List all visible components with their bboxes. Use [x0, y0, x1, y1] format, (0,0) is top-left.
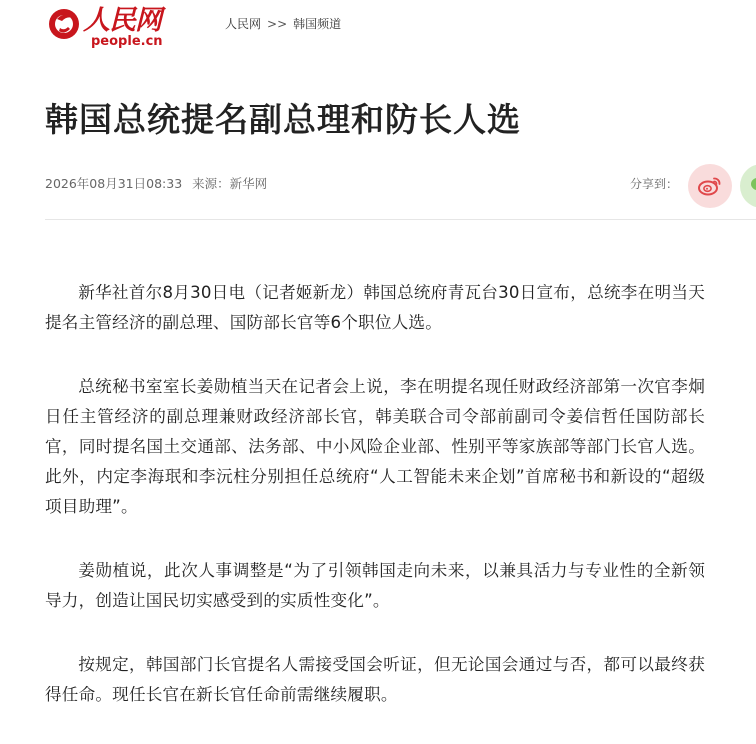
people-daily-logo-icon	[47, 7, 81, 41]
article-paragraph-4: 按规定，韩国部门长官提名人需接受国会听证，但无论国会通过与否，都可以最终获得任命。现任长官在新长官任命前需继续履职。	[45, 655, 705, 704]
logo-wordmark-cn: 人民网	[83, 5, 161, 36]
breadcrumb	[225, 16, 341, 32]
site-logo[interactable]	[47, 5, 167, 51]
article-title: 韩国总统提名副总理和防长人选	[45, 100, 521, 139]
site-header	[0, 0, 756, 56]
weibo-icon	[698, 176, 722, 196]
article-paragraph-1: 新华社首尔8月30日电（记者姬新龙）韩国总统府青瓦台30日宣布，总统李在明当天提名主管经济的副总理、国防部长官等6个职位人选。	[45, 283, 705, 332]
header-divider	[45, 219, 756, 220]
breadcrumb-channel-link[interactable]: 韩国频道	[293, 17, 342, 31]
breadcrumb-home-link[interactable]: 人民网	[225, 17, 262, 31]
publish-datetime: 2026年08月31日08:33	[45, 176, 183, 191]
share-wechat-button[interactable]	[740, 164, 756, 208]
source-label: 来源：	[192, 176, 230, 191]
share-weibo-button[interactable]	[688, 164, 732, 208]
article-paragraph-3: 姜勋植说，此次人事调整是“为了引领韩国走向未来，以兼具活力与专业性的全新领导力，创造让国民切实感受到的实质性变化”。	[45, 561, 705, 610]
wechat-icon	[750, 176, 756, 196]
share-label: 分享到：	[630, 177, 679, 191]
breadcrumb-separator: >>	[267, 17, 288, 31]
article-meta	[45, 176, 267, 192]
article-body	[45, 278, 705, 744]
logo-wordmark-en: people.cn	[91, 34, 163, 49]
source-link[interactable]: 新华网	[229, 176, 268, 191]
article-paragraph-2: 总统秘书室室长姜勋植当天在记者会上说，李在明提名现任财政经济部第一次官李炯日任主管经济的副总理兼财政经济部长官，韩美联合司令部前副司令姜信哲任国防部长官，同时提名国土交通部、法务部、中小风险企业部、性别平等家族部等部门长官人选。此外，内定李海珉和李沅柱分别担任总统府“人工智能未来企划”首席秘书和新设的“超级项目助理”。	[45, 377, 705, 516]
